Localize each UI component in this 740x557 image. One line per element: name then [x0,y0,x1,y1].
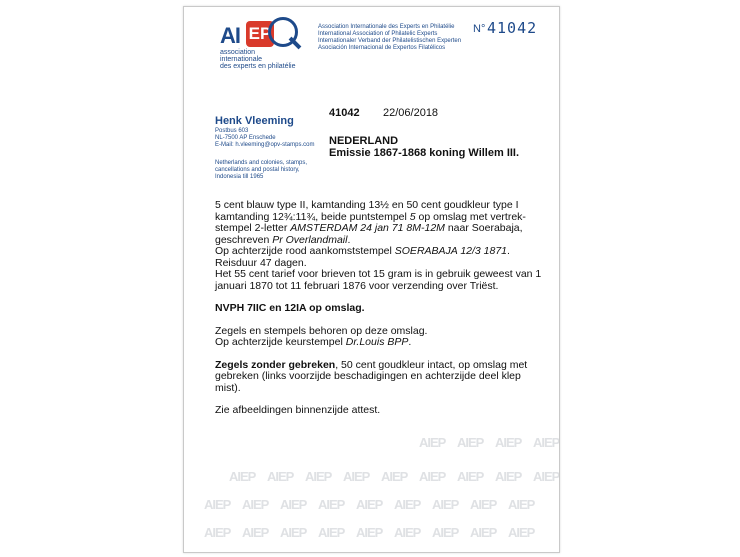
logo-ai-text: AI [220,23,240,48]
watermark-logo: AIEP [495,435,522,450]
association-names: Association Internationale des Experts en Philatélie International Association of Philatelic Experts Internationaler Verband der Philatelistischen Experten Asociación Internacional de Expertos Filatélicos [318,24,462,51]
country-heading: NEDERLAND [329,135,399,147]
description-paragraph: 5 cent blauw type II, kamtanding 13½ en 50 cent goudkleur type I kamtanding 12¾:11¾, beide puntstempel 5 op omslag met vertrek-stempel 2-letter AMSTERDAM 24 jan 71 8M-12M naar Soerabaja, geschreven Pr Overlandmail. [215,199,526,246]
certificate-number: 41042 [487,19,538,37]
watermark-logo: AIEP [204,497,231,512]
watermark-logo: AIEP [432,525,459,540]
watermark-logo: AIEP [470,497,497,512]
watermark-logo: AIEP [394,497,421,512]
certificate-number-prefix: N° [473,23,486,35]
closing-note: Zie afbeeldingen binnenzijde attest. [215,404,381,416]
watermark-logo: AIEP [508,497,535,512]
watermark-logo: AIEP [533,435,560,450]
watermark-logo: AIEP [495,469,522,484]
watermark-logo: AIEP [305,469,332,484]
reference-number: 41042 [329,107,360,119]
expert-address: Postbus 603 NL-7500 AP Enschede E-Mail: h.vleeming@opv-stamps.com [215,128,315,148]
watermark-logo: AIEP [242,525,269,540]
watermark-logo: AIEP [533,469,560,484]
watermark-logo: AIEP [280,497,307,512]
watermark-logo: AIEP [280,525,307,540]
certificate-body [215,200,545,417]
belonging-statement: Zegels en stempels behoren op deze omslag. [215,324,428,337]
watermark-logo: AIEP [318,497,345,512]
logo-ep-badge: EP [246,21,274,47]
watermark-logo: AIEP [432,497,459,512]
watermark-logo: AIEP [356,497,383,512]
verdict-paragraph: Zegels zonder gebreken, 50 cent goudkleur intact, op omslag met gebreken (links voorzijde beschadigingen en achterzijde deel klep mist). [215,358,528,394]
watermark-logo: AIEP [419,469,446,484]
travel-duration-line: Reisduur 47 dagen. [215,256,307,269]
watermark-logo: AIEP [394,525,421,540]
watermark-logo: AIEP [470,525,497,540]
catalog-reference: NVPH 7IIC en 12IA op omslag. [215,302,365,314]
watermark-logo: AIEP [419,435,446,450]
issue-heading: Emissie 1867-1868 koning Willem III. [329,147,520,159]
expert-speciality: Netherlands and colonies, stamps, cancellations and postal history, Indonesia till 1965 [215,160,308,180]
watermark-logo: AIEP [508,525,535,540]
watermark-logo: AIEP [318,525,345,540]
certificate-sheet [183,6,560,553]
arrival-postmark-line: Op achterzijde rood aankomststempel SOERABAJA 12/3 1871. [215,245,510,257]
watermark-logo: AIEP [343,469,370,484]
watermark-logo: AIEP [242,497,269,512]
watermark-logo: AIEP [229,469,256,484]
tariff-paragraph: Het 55 cent tarief voor brieven tot 15 gram is in gebruik geweest van 1 januari 1870 tot 11 februari 1876 voor verzending over Triëst. [215,268,542,292]
logo-subtitle: association internationale des experts en philatélie [220,49,296,70]
watermark-logo: AIEP [204,525,231,540]
watermark-logo: AIEP [381,469,408,484]
watermark-logo: AIEP [457,469,484,484]
watermark-logo: AIEP [356,525,383,540]
watermark-logo: AIEP [457,435,484,450]
watermark-logo: AIEP [267,469,294,484]
certificate-date: 22/06/2018 [383,107,439,119]
expertizing-mark-line: Op achterzijde keurstempel Dr.Louis BPP. [215,336,412,348]
expert-name: Henk Vleeming [215,115,294,127]
